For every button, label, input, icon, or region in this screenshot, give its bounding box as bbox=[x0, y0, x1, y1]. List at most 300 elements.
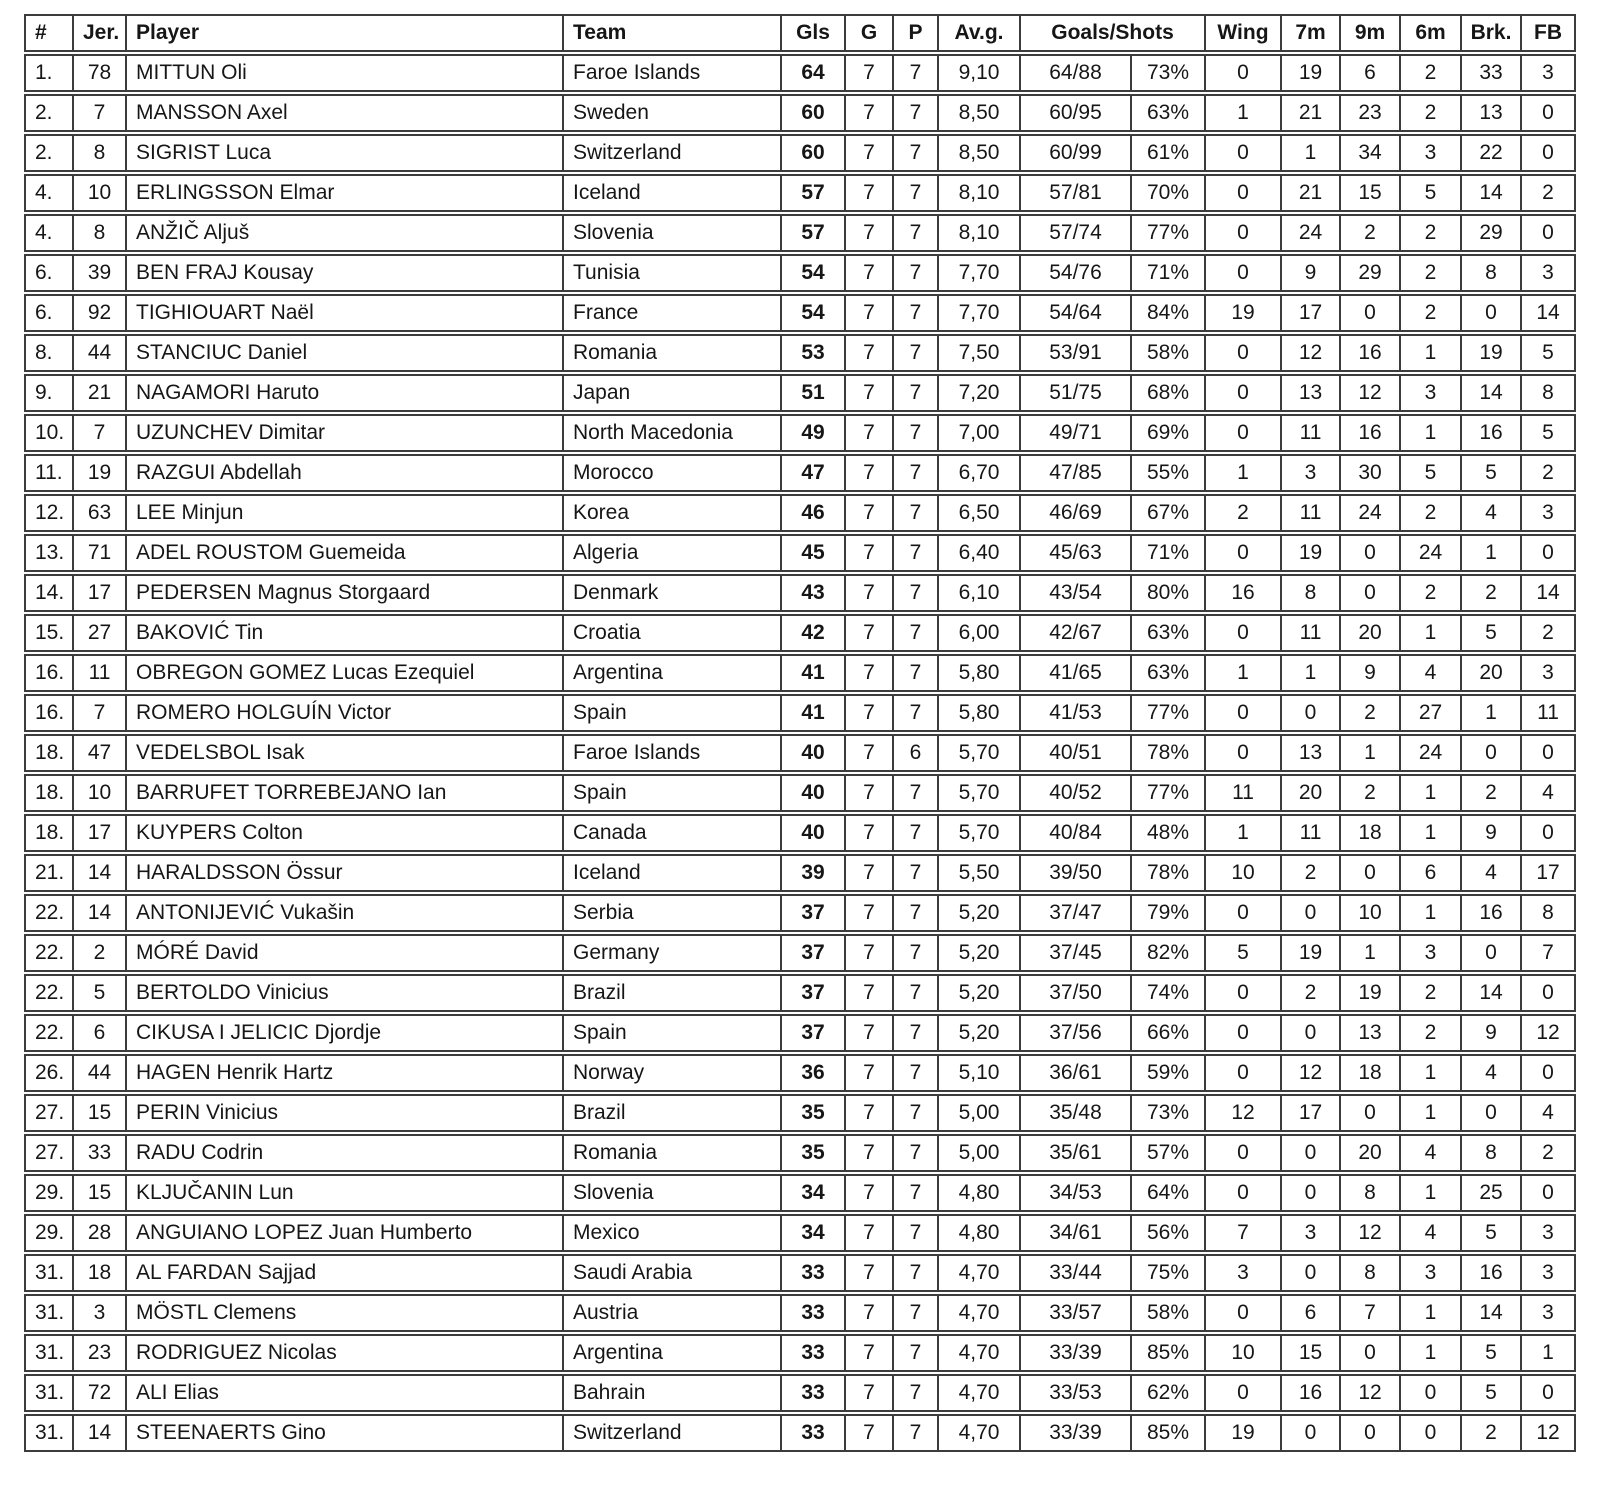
games-played-cell: 7 bbox=[894, 294, 939, 332]
wing-goals-cell: 0 bbox=[1206, 1174, 1282, 1212]
table-row bbox=[24, 214, 1576, 252]
goals-shots-cell: 57/81 bbox=[1021, 174, 1132, 212]
breakthrough-goals-cell: 25 bbox=[1462, 1174, 1522, 1212]
jersey-number-cell: 21 bbox=[74, 374, 127, 412]
9m-goals-cell: 19 bbox=[1341, 974, 1401, 1012]
wing-goals-cell: 0 bbox=[1206, 374, 1282, 412]
wing-goals-cell: 0 bbox=[1206, 174, 1282, 212]
games-played-cell: 7 bbox=[894, 654, 939, 692]
rank-cell: 6. bbox=[24, 294, 74, 332]
table-row bbox=[24, 854, 1576, 892]
shooting-pct-cell: 58% bbox=[1132, 334, 1206, 372]
team-cell: Sweden bbox=[564, 94, 782, 132]
7m-goals-cell: 19 bbox=[1282, 934, 1341, 972]
6m-goals-cell: 27 bbox=[1401, 694, 1462, 732]
goal-average-cell: 4,80 bbox=[939, 1174, 1021, 1212]
fastbreak-goals-cell: 3 bbox=[1522, 1294, 1576, 1332]
7m-goals-cell: 21 bbox=[1282, 174, 1341, 212]
goal-average-cell: 5,20 bbox=[939, 894, 1021, 932]
breakthrough-goals-cell: 5 bbox=[1462, 1374, 1522, 1412]
games-played-cell: 6 bbox=[894, 734, 939, 772]
shooting-pct-cell: 79% bbox=[1132, 894, 1206, 932]
6m-goals-cell: 4 bbox=[1401, 1134, 1462, 1172]
table-row bbox=[24, 254, 1576, 292]
wing-goals-cell: 0 bbox=[1206, 1294, 1282, 1332]
games-cell: 7 bbox=[846, 534, 894, 572]
6m-goals-cell: 5 bbox=[1401, 454, 1462, 492]
goals-total-cell: 40 bbox=[782, 814, 846, 852]
player-name-cell: RODRIGUEZ Nicolas bbox=[127, 1334, 564, 1372]
9m-goals-cell: 8 bbox=[1341, 1174, 1401, 1212]
fastbreak-goals-cell: 0 bbox=[1522, 734, 1576, 772]
goal-average-cell: 4,70 bbox=[939, 1294, 1021, 1332]
player-name-cell: BERTOLDO Vinicius bbox=[127, 974, 564, 1012]
goals-shots-cell: 57/74 bbox=[1021, 214, 1132, 252]
team-cell: Iceland bbox=[564, 174, 782, 212]
7m-goals-cell: 0 bbox=[1282, 1414, 1341, 1452]
goal-average-cell: 7,50 bbox=[939, 334, 1021, 372]
rank-cell: 31. bbox=[24, 1334, 74, 1372]
goals-shots-cell: 40/51 bbox=[1021, 734, 1132, 772]
shooting-pct-cell: 70% bbox=[1132, 174, 1206, 212]
team-cell: Slovenia bbox=[564, 1174, 782, 1212]
7m-goals-cell: 12 bbox=[1282, 334, 1341, 372]
player-name-cell: ROMERO HOLGUÍN Victor bbox=[127, 694, 564, 732]
team-cell: Romania bbox=[564, 334, 782, 372]
goal-average-cell: 8,50 bbox=[939, 94, 1021, 132]
goals-total-cell: 51 bbox=[782, 374, 846, 412]
table-row bbox=[24, 414, 1576, 452]
table-row bbox=[24, 574, 1576, 612]
goal-average-cell: 5,70 bbox=[939, 814, 1021, 852]
goals-shots-cell: 47/85 bbox=[1021, 454, 1132, 492]
6m-goals-cell: 1 bbox=[1401, 414, 1462, 452]
player-name-cell: KLJUČANIN Lun bbox=[127, 1174, 564, 1212]
rank-cell: 31. bbox=[24, 1254, 74, 1292]
fastbreak-goals-cell: 3 bbox=[1522, 1254, 1576, 1292]
jersey-number-cell: 39 bbox=[74, 254, 127, 292]
fastbreak-goals-cell: 14 bbox=[1522, 294, 1576, 332]
games-cell: 7 bbox=[846, 1134, 894, 1172]
7m-goals-cell: 2 bbox=[1282, 854, 1341, 892]
team-cell: Switzerland bbox=[564, 1414, 782, 1452]
table-body bbox=[24, 54, 1576, 1452]
table-row bbox=[24, 1174, 1576, 1212]
6m-goals-cell: 6 bbox=[1401, 854, 1462, 892]
games-cell: 7 bbox=[846, 614, 894, 652]
7m-goals-cell: 19 bbox=[1282, 54, 1341, 92]
player-name-cell: HARALDSSON Össur bbox=[127, 854, 564, 892]
games-cell: 7 bbox=[846, 1334, 894, 1372]
6m-goals-cell: 3 bbox=[1401, 934, 1462, 972]
goal-average-cell: 7,00 bbox=[939, 414, 1021, 452]
7m-goals-cell: 20 bbox=[1282, 774, 1341, 812]
goal-average-cell: 6,00 bbox=[939, 614, 1021, 652]
6m-goals-cell: 3 bbox=[1401, 134, 1462, 172]
wing-goals-cell: 12 bbox=[1206, 1094, 1282, 1132]
7m-goals-cell: 21 bbox=[1282, 94, 1341, 132]
wing-goals-cell: 0 bbox=[1206, 414, 1282, 452]
7m-goals-cell: 1 bbox=[1282, 134, 1341, 172]
wing-goals-cell: 1 bbox=[1206, 654, 1282, 692]
breakthrough-goals-cell: 19 bbox=[1462, 334, 1522, 372]
jersey-number-cell: 11 bbox=[74, 654, 127, 692]
6m-goals-cell: 2 bbox=[1401, 294, 1462, 332]
shooting-pct-cell: 74% bbox=[1132, 974, 1206, 1012]
shooting-pct-cell: 58% bbox=[1132, 1294, 1206, 1332]
fastbreak-goals-cell: 0 bbox=[1522, 534, 1576, 572]
7m-goals-cell: 13 bbox=[1282, 374, 1341, 412]
fastbreak-goals-cell: 3 bbox=[1522, 1214, 1576, 1252]
wing-goals-cell: 16 bbox=[1206, 574, 1282, 612]
team-cell: Norway bbox=[564, 1054, 782, 1092]
shooting-pct-cell: 78% bbox=[1132, 854, 1206, 892]
goal-average-cell: 5,10 bbox=[939, 1054, 1021, 1092]
wing-goals-cell: 7 bbox=[1206, 1214, 1282, 1252]
col-header-average: Av.g. bbox=[939, 14, 1021, 52]
shooting-pct-cell: 84% bbox=[1132, 294, 1206, 332]
table-row bbox=[24, 1134, 1576, 1172]
breakthrough-goals-cell: 9 bbox=[1462, 1014, 1522, 1052]
6m-goals-cell: 2 bbox=[1401, 54, 1462, 92]
games-played-cell: 7 bbox=[894, 454, 939, 492]
breakthrough-goals-cell: 33 bbox=[1462, 54, 1522, 92]
table-row bbox=[24, 1414, 1576, 1452]
6m-goals-cell: 2 bbox=[1401, 974, 1462, 1012]
shooting-pct-cell: 85% bbox=[1132, 1414, 1206, 1452]
rank-cell: 14. bbox=[24, 574, 74, 612]
9m-goals-cell: 13 bbox=[1341, 1014, 1401, 1052]
wing-goals-cell: 0 bbox=[1206, 1014, 1282, 1052]
goals-total-cell: 43 bbox=[782, 574, 846, 612]
9m-goals-cell: 23 bbox=[1341, 94, 1401, 132]
goals-total-cell: 34 bbox=[782, 1214, 846, 1252]
games-cell: 7 bbox=[846, 1014, 894, 1052]
9m-goals-cell: 30 bbox=[1341, 454, 1401, 492]
games-played-cell: 7 bbox=[894, 1254, 939, 1292]
breakthrough-goals-cell: 5 bbox=[1462, 1334, 1522, 1372]
games-played-cell: 7 bbox=[894, 1134, 939, 1172]
wing-goals-cell: 1 bbox=[1206, 454, 1282, 492]
table-row bbox=[24, 454, 1576, 492]
player-name-cell: RAZGUI Abdellah bbox=[127, 454, 564, 492]
goals-total-cell: 33 bbox=[782, 1334, 846, 1372]
9m-goals-cell: 0 bbox=[1341, 1414, 1401, 1452]
rank-cell: 27. bbox=[24, 1094, 74, 1132]
breakthrough-goals-cell: 0 bbox=[1462, 294, 1522, 332]
rank-cell: 11. bbox=[24, 454, 74, 492]
games-played-cell: 7 bbox=[894, 174, 939, 212]
games-cell: 7 bbox=[846, 1054, 894, 1092]
6m-goals-cell: 24 bbox=[1401, 734, 1462, 772]
player-name-cell: AL FARDAN Sajjad bbox=[127, 1254, 564, 1292]
9m-goals-cell: 0 bbox=[1341, 574, 1401, 612]
shooting-pct-cell: 55% bbox=[1132, 454, 1206, 492]
9m-goals-cell: 6 bbox=[1341, 54, 1401, 92]
rank-cell: 1. bbox=[24, 54, 74, 92]
rank-cell: 31. bbox=[24, 1374, 74, 1412]
9m-goals-cell: 18 bbox=[1341, 814, 1401, 852]
fastbreak-goals-cell: 1 bbox=[1522, 1334, 1576, 1372]
shooting-pct-cell: 71% bbox=[1132, 254, 1206, 292]
rank-cell: 22. bbox=[24, 894, 74, 932]
6m-goals-cell: 1 bbox=[1401, 1334, 1462, 1372]
goals-total-cell: 36 bbox=[782, 1054, 846, 1092]
table-row bbox=[24, 1254, 1576, 1292]
7m-goals-cell: 11 bbox=[1282, 814, 1341, 852]
9m-goals-cell: 7 bbox=[1341, 1294, 1401, 1332]
jersey-number-cell: 8 bbox=[74, 214, 127, 252]
breakthrough-goals-cell: 2 bbox=[1462, 1414, 1522, 1452]
col-header-9m: 9m bbox=[1341, 14, 1401, 52]
6m-goals-cell: 1 bbox=[1401, 774, 1462, 812]
9m-goals-cell: 2 bbox=[1341, 214, 1401, 252]
breakthrough-goals-cell: 0 bbox=[1462, 1094, 1522, 1132]
rank-cell: 26. bbox=[24, 1054, 74, 1092]
rank-cell: 9. bbox=[24, 374, 74, 412]
6m-goals-cell: 1 bbox=[1401, 614, 1462, 652]
games-played-cell: 7 bbox=[894, 334, 939, 372]
col-header-fastbreak: FB bbox=[1522, 14, 1576, 52]
player-name-cell: CIKUSA I JELICIC Djordje bbox=[127, 1014, 564, 1052]
fastbreak-goals-cell: 0 bbox=[1522, 134, 1576, 172]
fastbreak-goals-cell: 5 bbox=[1522, 414, 1576, 452]
9m-goals-cell: 16 bbox=[1341, 334, 1401, 372]
9m-goals-cell: 0 bbox=[1341, 1094, 1401, 1132]
goals-shots-cell: 33/39 bbox=[1021, 1414, 1132, 1452]
9m-goals-cell: 0 bbox=[1341, 1334, 1401, 1372]
wing-goals-cell: 0 bbox=[1206, 1054, 1282, 1092]
9m-goals-cell: 1 bbox=[1341, 934, 1401, 972]
9m-goals-cell: 10 bbox=[1341, 894, 1401, 932]
player-name-cell: PEDERSEN Magnus Storgaard bbox=[127, 574, 564, 612]
table-row bbox=[24, 54, 1576, 92]
table-row bbox=[24, 1334, 1576, 1372]
wing-goals-cell: 0 bbox=[1206, 974, 1282, 1012]
rank-cell: 10. bbox=[24, 414, 74, 452]
wing-goals-cell: 19 bbox=[1206, 294, 1282, 332]
breakthrough-goals-cell: 16 bbox=[1462, 894, 1522, 932]
team-cell: France bbox=[564, 294, 782, 332]
9m-goals-cell: 9 bbox=[1341, 654, 1401, 692]
player-name-cell: UZUNCHEV Dimitar bbox=[127, 414, 564, 452]
rank-cell: 2. bbox=[24, 94, 74, 132]
breakthrough-goals-cell: 5 bbox=[1462, 614, 1522, 652]
breakthrough-goals-cell: 14 bbox=[1462, 374, 1522, 412]
wing-goals-cell: 1 bbox=[1206, 94, 1282, 132]
goal-average-cell: 8,10 bbox=[939, 174, 1021, 212]
fastbreak-goals-cell: 3 bbox=[1522, 654, 1576, 692]
6m-goals-cell: 3 bbox=[1401, 374, 1462, 412]
player-name-cell: BAKOVIĆ Tin bbox=[127, 614, 564, 652]
shooting-pct-cell: 61% bbox=[1132, 134, 1206, 172]
shooting-pct-cell: 66% bbox=[1132, 1014, 1206, 1052]
6m-goals-cell: 3 bbox=[1401, 1254, 1462, 1292]
6m-goals-cell: 1 bbox=[1401, 1174, 1462, 1212]
player-name-cell: KUYPERS Colton bbox=[127, 814, 564, 852]
goals-shots-cell: 60/95 bbox=[1021, 94, 1132, 132]
team-cell: Faroe Islands bbox=[564, 734, 782, 772]
goals-shots-cell: 54/64 bbox=[1021, 294, 1132, 332]
breakthrough-goals-cell: 14 bbox=[1462, 974, 1522, 1012]
goals-total-cell: 37 bbox=[782, 1014, 846, 1052]
table-row bbox=[24, 694, 1576, 732]
goals-shots-cell: 37/50 bbox=[1021, 974, 1132, 1012]
games-played-cell: 7 bbox=[894, 1334, 939, 1372]
shooting-pct-cell: 63% bbox=[1132, 94, 1206, 132]
team-cell: Germany bbox=[564, 934, 782, 972]
header-row bbox=[24, 14, 1576, 52]
team-cell: Argentina bbox=[564, 654, 782, 692]
games-played-cell: 7 bbox=[894, 894, 939, 932]
breakthrough-goals-cell: 13 bbox=[1462, 94, 1522, 132]
fastbreak-goals-cell: 11 bbox=[1522, 694, 1576, 732]
goal-average-cell: 7,70 bbox=[939, 254, 1021, 292]
7m-goals-cell: 16 bbox=[1282, 1374, 1341, 1412]
games-played-cell: 7 bbox=[894, 614, 939, 652]
goal-average-cell: 5,80 bbox=[939, 654, 1021, 692]
rank-cell: 4. bbox=[24, 214, 74, 252]
wing-goals-cell: 0 bbox=[1206, 694, 1282, 732]
goal-average-cell: 4,70 bbox=[939, 1334, 1021, 1372]
shooting-pct-cell: 80% bbox=[1132, 574, 1206, 612]
table-row bbox=[24, 894, 1576, 932]
team-cell: Algeria bbox=[564, 534, 782, 572]
7m-goals-cell: 19 bbox=[1282, 534, 1341, 572]
7m-goals-cell: 3 bbox=[1282, 454, 1341, 492]
table-row bbox=[24, 534, 1576, 572]
fastbreak-goals-cell: 8 bbox=[1522, 374, 1576, 412]
games-cell: 7 bbox=[846, 1374, 894, 1412]
9m-goals-cell: 16 bbox=[1341, 414, 1401, 452]
7m-goals-cell: 3 bbox=[1282, 1214, 1341, 1252]
fastbreak-goals-cell: 3 bbox=[1522, 494, 1576, 532]
breakthrough-goals-cell: 8 bbox=[1462, 1134, 1522, 1172]
goal-average-cell: 5,50 bbox=[939, 854, 1021, 892]
fastbreak-goals-cell: 8 bbox=[1522, 894, 1576, 932]
goals-shots-cell: 37/56 bbox=[1021, 1014, 1132, 1052]
breakthrough-goals-cell: 1 bbox=[1462, 694, 1522, 732]
breakthrough-goals-cell: 8 bbox=[1462, 254, 1522, 292]
fastbreak-goals-cell: 0 bbox=[1522, 214, 1576, 252]
team-cell: Saudi Arabia bbox=[564, 1254, 782, 1292]
9m-goals-cell: 2 bbox=[1341, 774, 1401, 812]
goals-total-cell: 39 bbox=[782, 854, 846, 892]
breakthrough-goals-cell: 29 bbox=[1462, 214, 1522, 252]
goals-shots-cell: 37/47 bbox=[1021, 894, 1132, 932]
goals-total-cell: 54 bbox=[782, 254, 846, 292]
table-row bbox=[24, 1294, 1576, 1332]
goals-total-cell: 60 bbox=[782, 134, 846, 172]
table-row bbox=[24, 1374, 1576, 1412]
breakthrough-goals-cell: 16 bbox=[1462, 414, 1522, 452]
goals-total-cell: 34 bbox=[782, 1174, 846, 1212]
7m-goals-cell: 0 bbox=[1282, 894, 1341, 932]
table-row bbox=[24, 1014, 1576, 1052]
goal-average-cell: 6,50 bbox=[939, 494, 1021, 532]
goal-average-cell: 4,70 bbox=[939, 1414, 1021, 1452]
goal-average-cell: 5,00 bbox=[939, 1094, 1021, 1132]
goals-total-cell: 33 bbox=[782, 1254, 846, 1292]
games-played-cell: 7 bbox=[894, 1214, 939, 1252]
fastbreak-goals-cell: 17 bbox=[1522, 854, 1576, 892]
player-name-cell: SIGRIST Luca bbox=[127, 134, 564, 172]
goals-shots-cell: 43/54 bbox=[1021, 574, 1132, 612]
goals-total-cell: 35 bbox=[782, 1134, 846, 1172]
fastbreak-goals-cell: 14 bbox=[1522, 574, 1576, 612]
fastbreak-goals-cell: 0 bbox=[1522, 1374, 1576, 1412]
rank-cell: 18. bbox=[24, 814, 74, 852]
goals-shots-cell: 34/53 bbox=[1021, 1174, 1132, 1212]
breakthrough-goals-cell: 16 bbox=[1462, 1254, 1522, 1292]
rank-cell: 18. bbox=[24, 774, 74, 812]
jersey-number-cell: 44 bbox=[74, 334, 127, 372]
team-cell: Japan bbox=[564, 374, 782, 412]
goals-total-cell: 45 bbox=[782, 534, 846, 572]
9m-goals-cell: 18 bbox=[1341, 1054, 1401, 1092]
goals-total-cell: 42 bbox=[782, 614, 846, 652]
jersey-number-cell: 6 bbox=[74, 1014, 127, 1052]
7m-goals-cell: 0 bbox=[1282, 1174, 1341, 1212]
player-name-cell: RADU Codrin bbox=[127, 1134, 564, 1172]
goal-average-cell: 6,40 bbox=[939, 534, 1021, 572]
table-row bbox=[24, 1094, 1576, 1132]
9m-goals-cell: 29 bbox=[1341, 254, 1401, 292]
table-row bbox=[24, 614, 1576, 652]
9m-goals-cell: 12 bbox=[1341, 374, 1401, 412]
player-name-cell: ADEL ROUSTOM Guemeida bbox=[127, 534, 564, 572]
games-cell: 7 bbox=[846, 654, 894, 692]
rank-cell: 22. bbox=[24, 974, 74, 1012]
shooting-pct-cell: 75% bbox=[1132, 1254, 1206, 1292]
shooting-pct-cell: 68% bbox=[1132, 374, 1206, 412]
team-cell: Argentina bbox=[564, 1334, 782, 1372]
goals-shots-cell: 39/50 bbox=[1021, 854, 1132, 892]
player-name-cell: MÖSTL Clemens bbox=[127, 1294, 564, 1332]
7m-goals-cell: 6 bbox=[1282, 1294, 1341, 1332]
6m-goals-cell: 2 bbox=[1401, 214, 1462, 252]
wing-goals-cell: 0 bbox=[1206, 534, 1282, 572]
games-played-cell: 7 bbox=[894, 374, 939, 412]
9m-goals-cell: 0 bbox=[1341, 534, 1401, 572]
player-name-cell: TIGHIOUART Naël bbox=[127, 294, 564, 332]
7m-goals-cell: 12 bbox=[1282, 1054, 1341, 1092]
shooting-pct-cell: 73% bbox=[1132, 54, 1206, 92]
games-cell: 7 bbox=[846, 94, 894, 132]
jersey-number-cell: 78 bbox=[74, 54, 127, 92]
player-name-cell: STANCIUC Daniel bbox=[127, 334, 564, 372]
fastbreak-goals-cell: 2 bbox=[1522, 174, 1576, 212]
games-cell: 7 bbox=[846, 1254, 894, 1292]
goals-total-cell: 57 bbox=[782, 174, 846, 212]
fastbreak-goals-cell: 12 bbox=[1522, 1014, 1576, 1052]
goal-average-cell: 6,10 bbox=[939, 574, 1021, 612]
goals-total-cell: 49 bbox=[782, 414, 846, 452]
games-played-cell: 7 bbox=[894, 574, 939, 612]
player-name-cell: ANGUIANO LOPEZ Juan Humberto bbox=[127, 1214, 564, 1252]
7m-goals-cell: 11 bbox=[1282, 414, 1341, 452]
table-row bbox=[24, 374, 1576, 412]
goals-total-cell: 64 bbox=[782, 54, 846, 92]
team-cell: Switzerland bbox=[564, 134, 782, 172]
breakthrough-goals-cell: 0 bbox=[1462, 934, 1522, 972]
col-header-wing: Wing bbox=[1206, 14, 1282, 52]
goals-shots-cell: 33/39 bbox=[1021, 1334, 1132, 1372]
goal-average-cell: 5,70 bbox=[939, 734, 1021, 772]
team-cell: Croatia bbox=[564, 614, 782, 652]
team-cell: Tunisia bbox=[564, 254, 782, 292]
breakthrough-goals-cell: 2 bbox=[1462, 774, 1522, 812]
